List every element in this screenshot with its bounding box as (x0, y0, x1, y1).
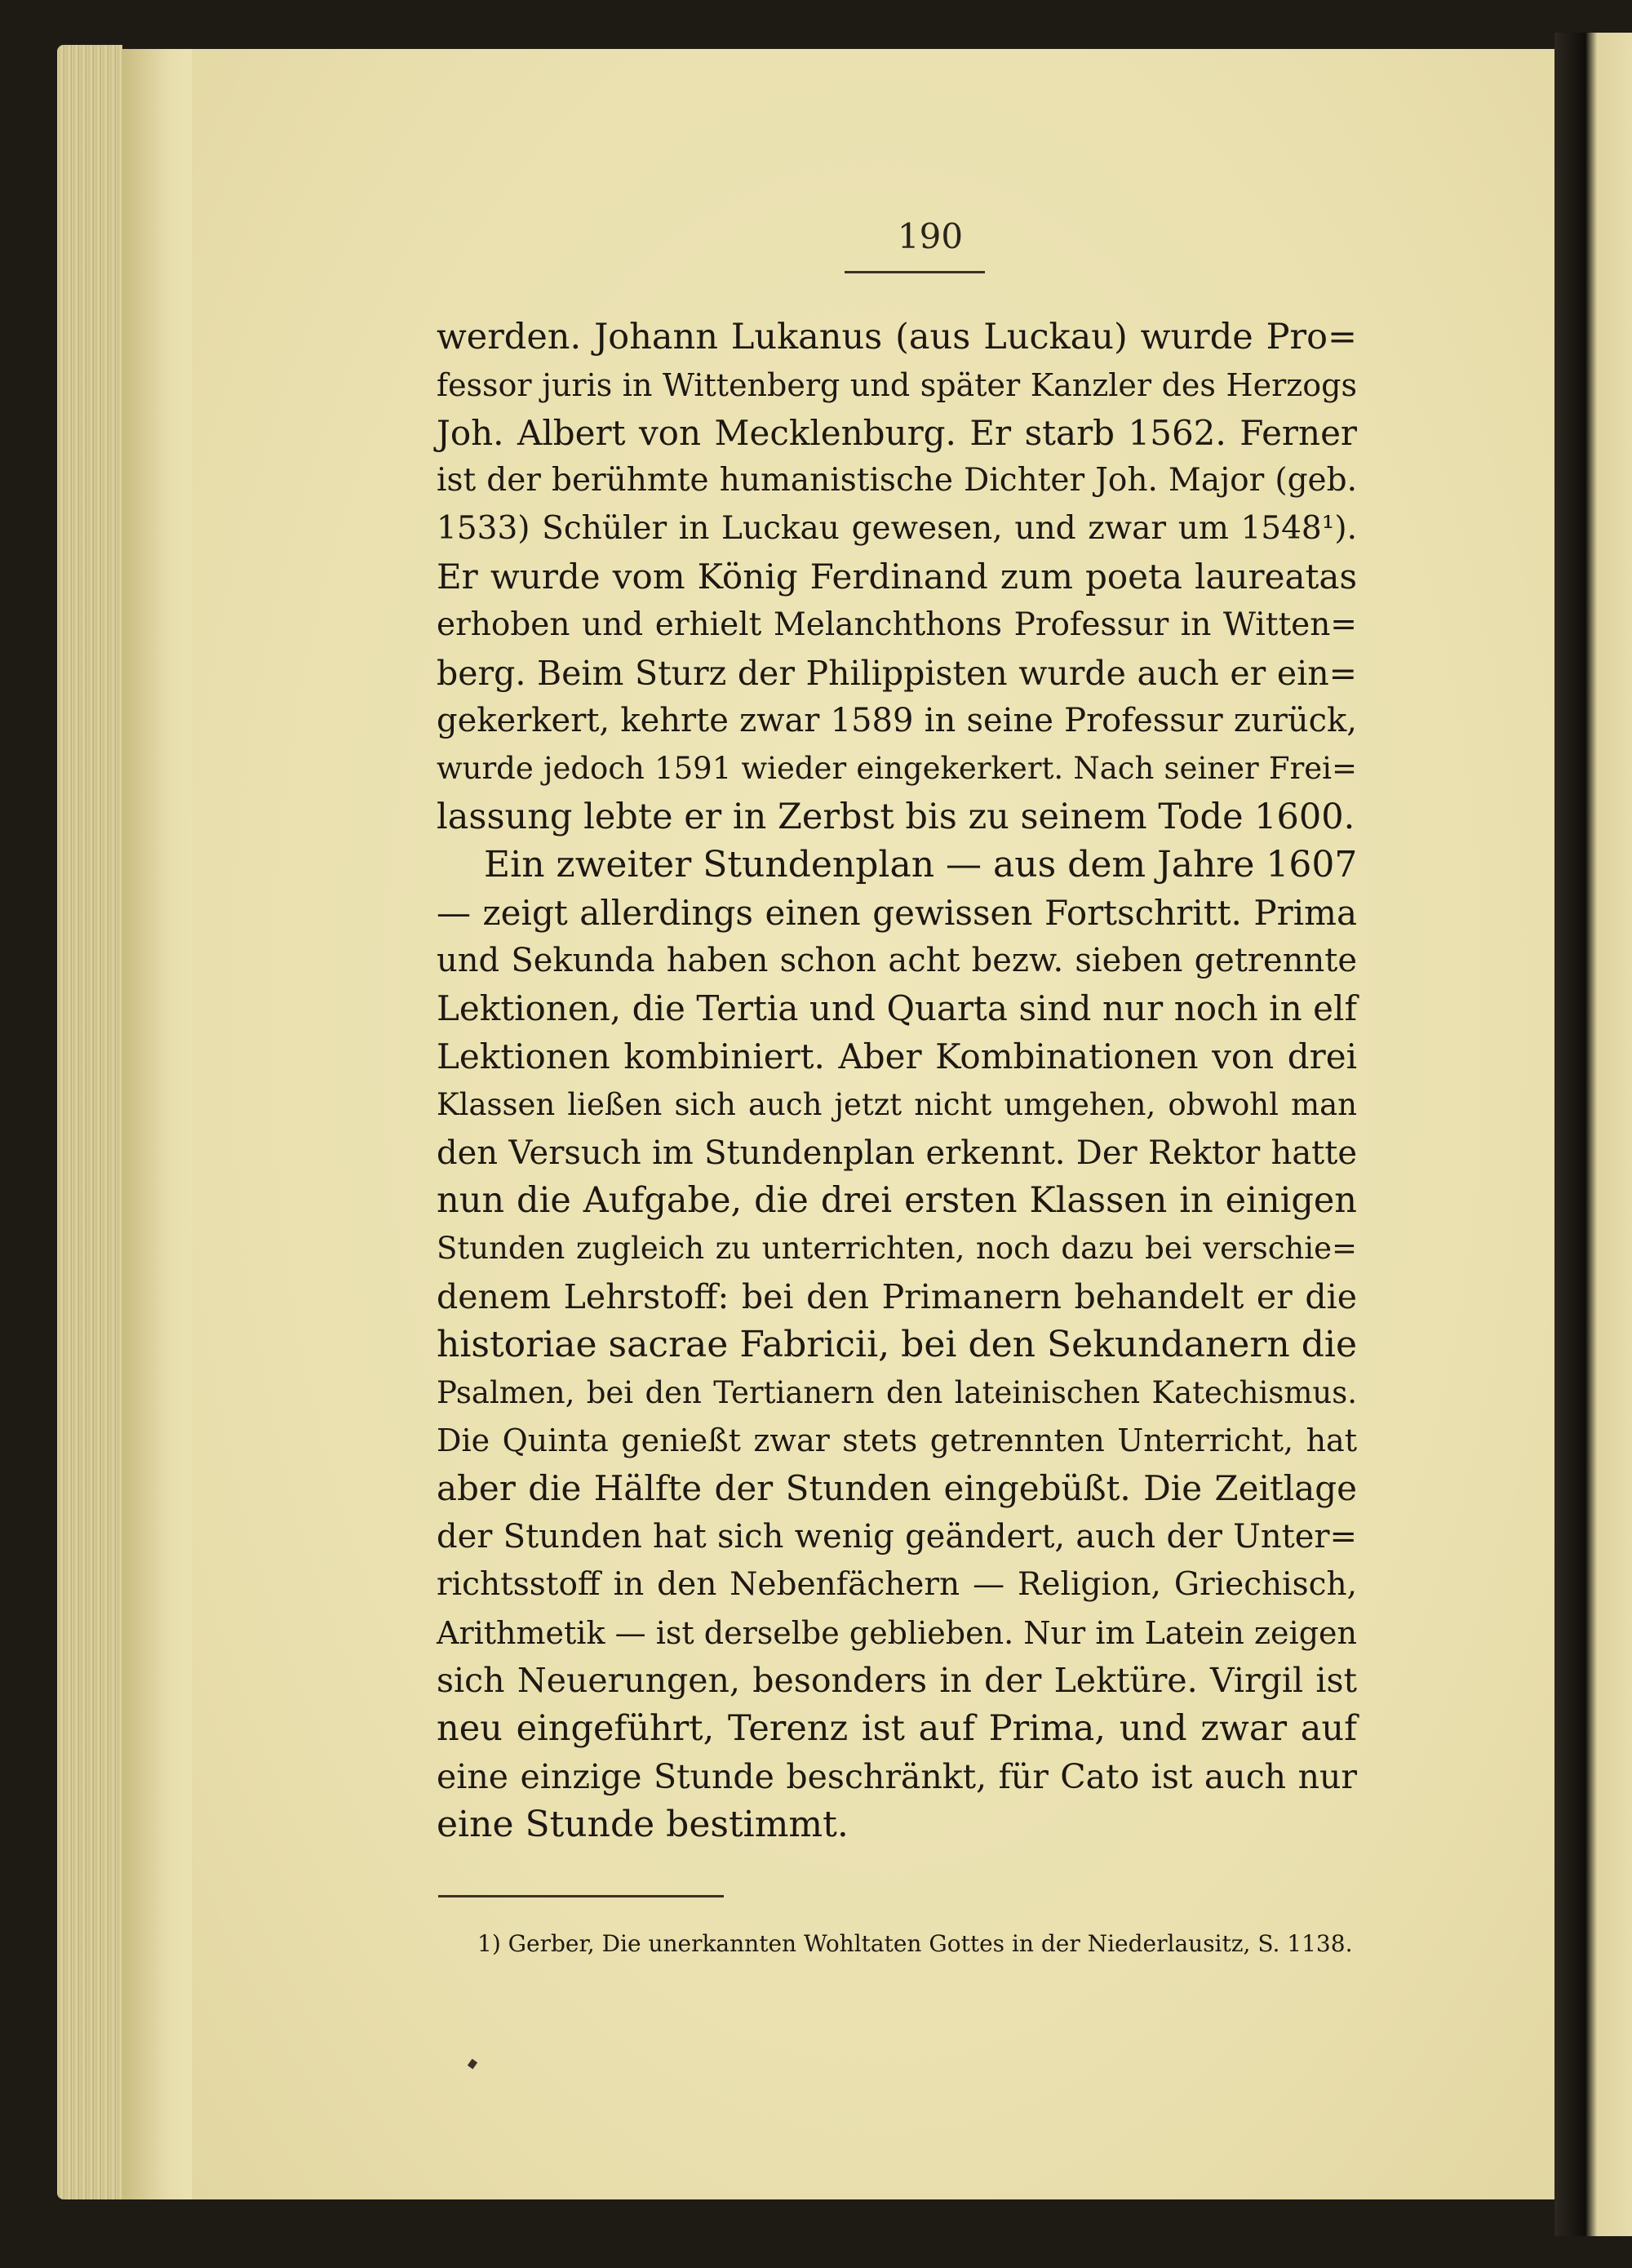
text-line: berg. Beim Sturz der Philippisten wurde auch er ein= (437, 653, 1357, 693)
text-line: erhoben und erhielt Melanchthons Professur in Witten= (437, 606, 1357, 643)
text-line: Lektionen, die Tertia und Quarta sind nur noch in elf (437, 988, 1357, 1029)
text-line: denem Lehrstoff: bei den Primanern behandelt er die (437, 1276, 1357, 1316)
text-line: den Versuch im Stundenplan erkennt. Der Rektor hatte (437, 1134, 1357, 1172)
page-binding-shadow (122, 49, 196, 2199)
text-line: und Sekunda haben schon acht bezw. sieben getrennte (437, 942, 1357, 980)
text-line: Ein zweiter Stundenplan — aus dem Jahre 1607 (484, 843, 1358, 885)
text-line: eine Stunde bestimmt. (437, 1803, 849, 1845)
text-line: aber die Hälfte der Stunden eingebüßt. Die Zeitlage (437, 1468, 1357, 1509)
text-line: wurde jedoch 1591 wieder eingekerkert. Nach seiner Frei= (437, 751, 1357, 787)
page-number: 190 (897, 216, 964, 256)
text-line: Psalmen, bei den Tertianern den lateinischen Katechismus. (437, 1374, 1357, 1410)
footnote-rule (438, 1895, 724, 1897)
text-line: lassung lebte er in Zerbst bis zu seinem Tode 1600. (437, 796, 1355, 837)
page-number-rule (845, 271, 985, 273)
text-line: Stunden zugleich zu unterrichten, noch dazu bei verschie= (437, 1231, 1357, 1267)
text-line: gekerkert, kehrte zwar 1589 in seine Professur zurück, (437, 702, 1357, 740)
text-line: richtsstoff in den Nebenfächern — Religion, Griechisch, (437, 1565, 1357, 1603)
text-line: nun die Aufgabe, die drei ersten Klassen in einigen (437, 1180, 1357, 1222)
text-line: — zeigt allerdings einen gewissen Fortschritt. Prima (437, 892, 1357, 933)
text-line: historiae sacrae Fabricii, bei den Sekundanern die (437, 1323, 1357, 1365)
book-gutter (1554, 33, 1632, 2236)
text-line: werden. Johann Lukanus (aus Luckau) wurde Pro= (437, 317, 1357, 357)
text-line: Er wurde vom König Ferdinand zum poeta laureatas (437, 556, 1357, 597)
body-text (437, 313, 1357, 1849)
text-line: Die Quinta genießt zwar stets getrennten Unterricht, hat (437, 1422, 1357, 1459)
text-line: Arithmetik — ist derselbe geblieben. Nur im Latein zeigen (437, 1614, 1357, 1651)
text-line: 1533) Schüler in Luckau gewesen, und zwar um 1548¹). (437, 510, 1357, 548)
text-line: eine einzige Stunde beschränkt, für Cato ist auch nur (437, 1756, 1357, 1796)
text-line: Klassen ließen sich auch jetzt nicht umgehen, obwohl man (437, 1086, 1357, 1122)
book-page-edges (57, 45, 122, 2199)
text-line: fessor juris in Wittenberg und später Kanzler des Herzogs (437, 366, 1357, 403)
text-line: Joh. Albert von Mecklenburg. Er starb 1562. Ferner (437, 412, 1357, 453)
footnote: 1) Gerber, Die unerkannten Wohltaten Gottes in der Niederlausitz, S. 1138. (477, 1930, 1353, 1957)
text-line: Lektionen kombiniert. Aber Kombinationen von drei (437, 1036, 1357, 1076)
text-line: der Stunden hat sich wenig geändert, auch der Unter= (437, 1517, 1357, 1556)
text-line: sich Neuerungen, besonders in der Lektüre. Virgil ist (437, 1661, 1357, 1701)
text-line: neu eingeführt, Terenz ist auf Prima, und zwar auf (437, 1708, 1357, 1750)
text-line: ist der berühmte humanistische Dichter Joh. Major (geb. (437, 462, 1357, 499)
